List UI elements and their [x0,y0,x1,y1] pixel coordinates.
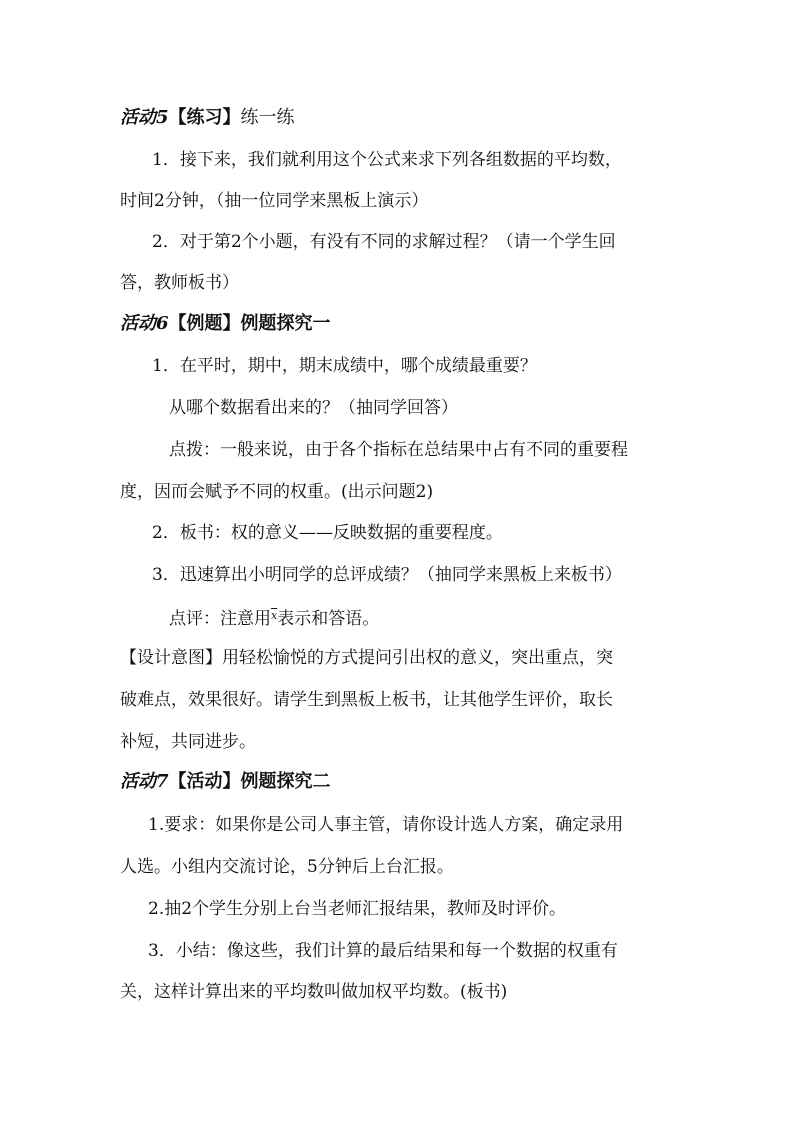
activity-5-item-1-line-2: 时间2分钟，（抽一位同学来黑板上演示） [120,191,429,211]
activity-5-item-2-line-1: 2．对于第2个小题，有没有不同的求解过程？（请一个学生回 [152,232,616,252]
activity-6-tip-line-2: 度，因而会赋予不同的权重。(出示问题2) [120,482,434,502]
activity-6-comment [169,606,379,629]
activity-5-title: 练一练 [240,107,295,128]
activity-5-item-2-line-2: 答，教师板书） [120,273,239,293]
activity-6-heading [120,314,331,334]
x-bar-symbol: x [271,609,278,622]
activity-5-item-1-line-1: 1．接下来，我们就利用这个公式来求下列各组数据的平均数， [152,150,622,170]
activity-6-comment-prefix: 点评：注意用 [169,609,271,629]
activity-7-item-1-line-1: 1.要求：如果你是公司人事主管，请你设计选人方案，确定录用 [148,815,624,835]
activity-6-title: 例题探究一 [240,313,331,334]
activity-6-question-3: 3．迅速算出小明同学的总评成绩？（抽同学来黑板上来板书） [152,565,622,585]
design-intent-line-2: 破难点，效果很好。请学生到黑板上板书，让其他学生评价，取长 [120,690,613,710]
activity-7-item-3-line-1: 3．小结：像这些，我们计算的最后结果和每一个数据的权重有 [148,941,618,961]
activity-7-item-3-line-2: 关，这样计算出来的平均数叫做加权平均数。(板书) [120,982,508,1002]
activity-7-heading [120,772,331,792]
activity-5-tag: 【练习】 [168,107,241,128]
activity-6-question-1: 1．在平时，期中，期末成绩中，哪个成绩最重要？ [152,356,537,376]
activity-6-tag: 【例题】 [168,313,241,334]
activity-7-tag: 【活动】 [168,771,241,792]
activity-7-label: 活动7 [120,771,169,792]
activity-6-label: 活动6 [120,313,169,334]
activity-6-question-2: 2．板书：权的意义——反映数据的重要程度。 [152,523,503,543]
activity-7-item-2: 2.抽2个学生分别上台当老师汇报结果，教师及时评价。 [148,899,567,919]
activity-6-comment-suffix: 表示和答语。 [277,609,380,629]
activity-7-item-1-line-2: 人选。小组内交流讨论，5分钟后上台汇报。 [120,857,454,877]
design-intent-line-1: 【设计意图】用轻松愉悦的方式提问引出权的意义，突出重点，突 [120,648,613,668]
design-intent-line-3: 补短，共同进步。 [120,732,256,752]
activity-5-heading [120,108,295,128]
activity-5-label: 活动5 [120,107,169,128]
activity-7-title: 例题探究二 [240,771,331,792]
activity-6-tip-line-1: 点拨：一般来说，由于各个指标在总结果中占有不同的重要程 [169,440,628,460]
activity-6-question-1-sub: 从哪个数据看出来的？（抽同学回答） [169,398,458,418]
